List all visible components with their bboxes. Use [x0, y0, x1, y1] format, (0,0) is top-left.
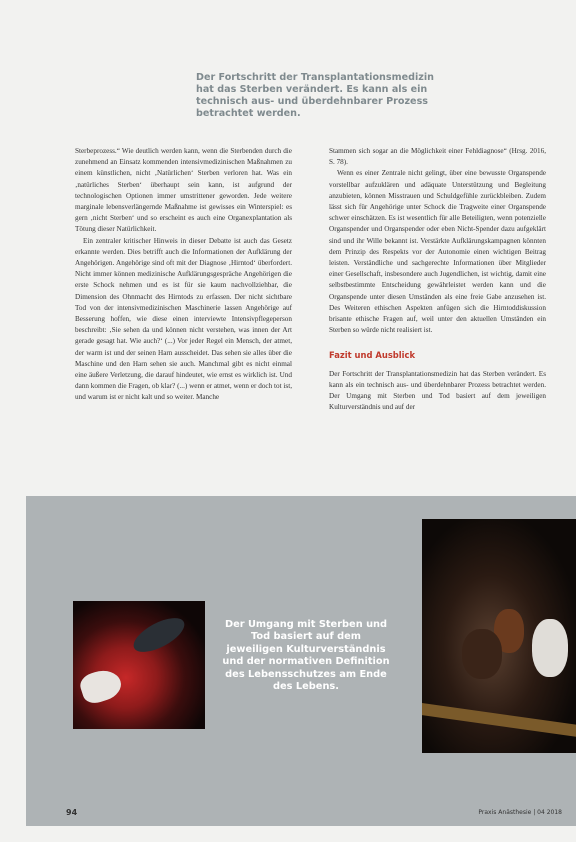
pull-quote: Der Fortschritt der Transplantationsmedizin hat das Sterben verändert. Es kann als ein technisch aus- und überdehnbarer Prozess betrachtet werden.: [196, 72, 434, 119]
body-paragraph: Stammen sich sogar an die Möglichkeit einer Fehldiagnose“ (Hrsg. 2016, S. 78).: [329, 147, 546, 167]
body-paragraph: Sterbeprozess.“ Wie deutlich werden kann, wenn die Sterbenden durch die zunehmend an Einsatz kommenden intensivmedizinischen Maßnahmen zu einem künstlichen, nicht ‚Natürlichen‘ Sterben verloren hat. Was ein ‚natürliches Sterben‘ überhaupt sein kann, ist aufgrund der technologischen Optionen immer umstrittener geworden. Jede weitere marginale lebensverlängernde Maßnahme ist gewisses ein Winterspiel: es gern ‚nicht Sterben‘ und so erscheint es auch eine Organexplantation als Tötung dieser Natürlichkeit.: [75, 147, 292, 234]
page-number: 94: [66, 808, 78, 817]
cattle-photo: [422, 519, 576, 753]
body-paragraph: Ein zentraler kritischer Hinweis in dieser Debatte ist auch das Gesetz erkannte werden. Dies betrifft auch die Informationen der Aufklärung der Angehörigen. Angehörige sind oft mit der Diagnose ‚Hirntod‘ überfordert. Nicht immer können medizinische Aufklärungsgespräche Angehörigen die erste Schock nehmen und es ist für sie kaum nachvollziehbar, die Dimension des Ohnmacht des Hirntods zu erfassen. Der nicht sichtbare Tod von der intensivmedizinischen Maschinerie lassen Angehörige auf Besserung hoffen, wie diese einen interviewte Intensivpflegeperson beschreibt: ‚Sie sehen da und können nicht verstehen, was innen der Art gerade gesagt hat. Wie auch?‘ (...) Vor jeder Regel ein Mensch, der atmet, der warm ist und der seinen Harn ausscheidet. Das sehen sie alles über die Maschine und den Harn sehen sie auch. Manchmal gibt es nicht einmal eine äußere Verletzung, die darauf hindeutet, wie ernst es wirklich ist. Und dann kommen die Fragen, ob klar? (...) wenn er atmet, wenn er doch tot ist, und warum ist er nicht kalt und so weiter. Manche: [75, 236, 292, 402]
journal-name: Praxis Anästhesie | 04 2018: [478, 809, 562, 816]
section-heading-fazit: Fazit und Ausblick: [329, 350, 416, 361]
left-text-column: [75, 146, 292, 404]
conclusion-paragraph: Der Fortschritt der Transplantationsmedizin hat das Sterben verändert. Es kann als ein technisch aus- und überdehnbarer Prozess betrachtet werden. Der Umgang mit Sterben und Tod basiert auf dem jeweiligen Kulturverständnis und auf der: [329, 369, 546, 412]
surgery-photo: [73, 601, 205, 729]
band-pull-quote: Der Umgang mit Sterben und Tod basiert auf dem jeweiligen Kulturverständnis und der normativen Definition des Lebensschutzes am Ende des Lebens.: [222, 619, 390, 693]
body-paragraph: Wenn es einer Zentrale nicht gelingt, über eine bewusste Organspende vorstellbar aufzuklären und adäquate Unterstützung und Begleitung anzubieten, können Misstrauen und Schuldgefühle zurückbleiben. Zudem lässt sich für Angehörige unter Schock die Tragweite einer Organspende schwer einschätzen. Es ist wesentlich für alle Beteiligten, wenn potenzielle Organspender und Organspender oder eben Nicht-Spender dazu aufgeklärt sind und ihr Wille bekannt ist. Verstärkte Aufklärungskampagnen könnten dem Prinzip des Respekts vor der Autonomie einen wichtigen Beitrag leisten. Verständliche und sachgerechte Informationen über Mitglieder einer Gesellschaft, insbesondere auch Jugendlichen, ist wichtig, damit eine selbstbestimmte Entscheidung gewährleistet werden kann und die Organspende unter diesen Umständen als eine freie Gabe anzusehen ist. Des Weiteren ethischen Aspekten anfügen sich die Hirntoddiskussion brisante ethische Fragen auf, weil unter den aktuellen Umständen ein Sterben so würde nicht realisiert ist.: [329, 169, 546, 335]
right-text-column: [329, 146, 546, 413]
